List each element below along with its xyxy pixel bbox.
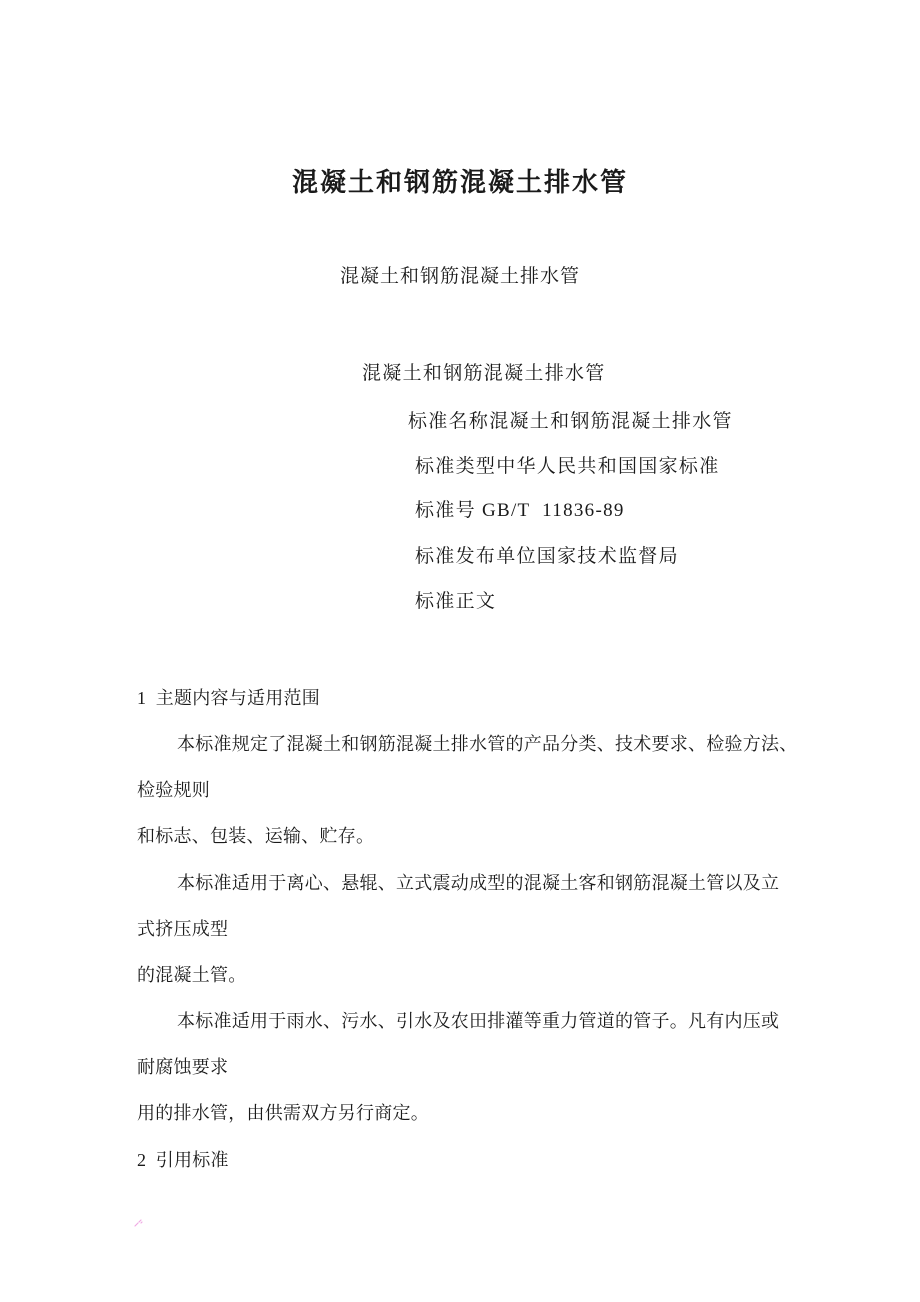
- body-line: 耐腐蚀要求: [137, 1057, 229, 1078]
- body-line: 本标准规定了混凝土和钢筋混凝土排水管的产品分类、技术要求、检验方法、: [177, 734, 798, 755]
- body-line: 检验规则: [137, 780, 210, 801]
- body-line: 本标准适用于雨水、污水、引水及农田排灌等重力管道的管子。凡有内压或: [177, 1011, 780, 1032]
- body-line: 的混凝土管。: [137, 964, 247, 985]
- body-line-section-1-heading: 1 主题内容与适用范围: [137, 688, 320, 708]
- meta-standard-issuer: 标准发布单位国家技术监督局: [415, 546, 679, 567]
- body-line: 用的排水管，由供需双方另行商定。: [137, 1103, 429, 1124]
- document-title: 混凝土和钢筋混凝土排水管: [291, 168, 628, 197]
- meta-standard-name: 标准名称混凝土和钢筋混凝土排水管: [408, 411, 733, 432]
- document-subtitle: 混凝土和钢筋混凝土排水管: [339, 266, 580, 287]
- body-line: 和标志、包装、运输、贮存。: [137, 826, 375, 847]
- meta-standard-number: 标准号 GB/T 11836-89: [415, 500, 625, 521]
- meta-standard-type: 标准类型中华人民共和国国家标准: [415, 456, 720, 477]
- meta-standard-body-label: 标准正文: [415, 591, 497, 612]
- body-line: 本标准适用于离心、悬辊、立式震动成型的混凝土客和钢筋混凝土管以及立: [177, 872, 780, 893]
- stray-pink-mark-icon: [133, 1217, 145, 1229]
- body-line: 式挤压成型: [137, 918, 229, 939]
- meta-heading: 混凝土和钢筋混凝土排水管: [362, 363, 606, 384]
- body-line-section-2-heading: 2 引用标准: [137, 1149, 229, 1170]
- document-body: [137, 675, 797, 1183]
